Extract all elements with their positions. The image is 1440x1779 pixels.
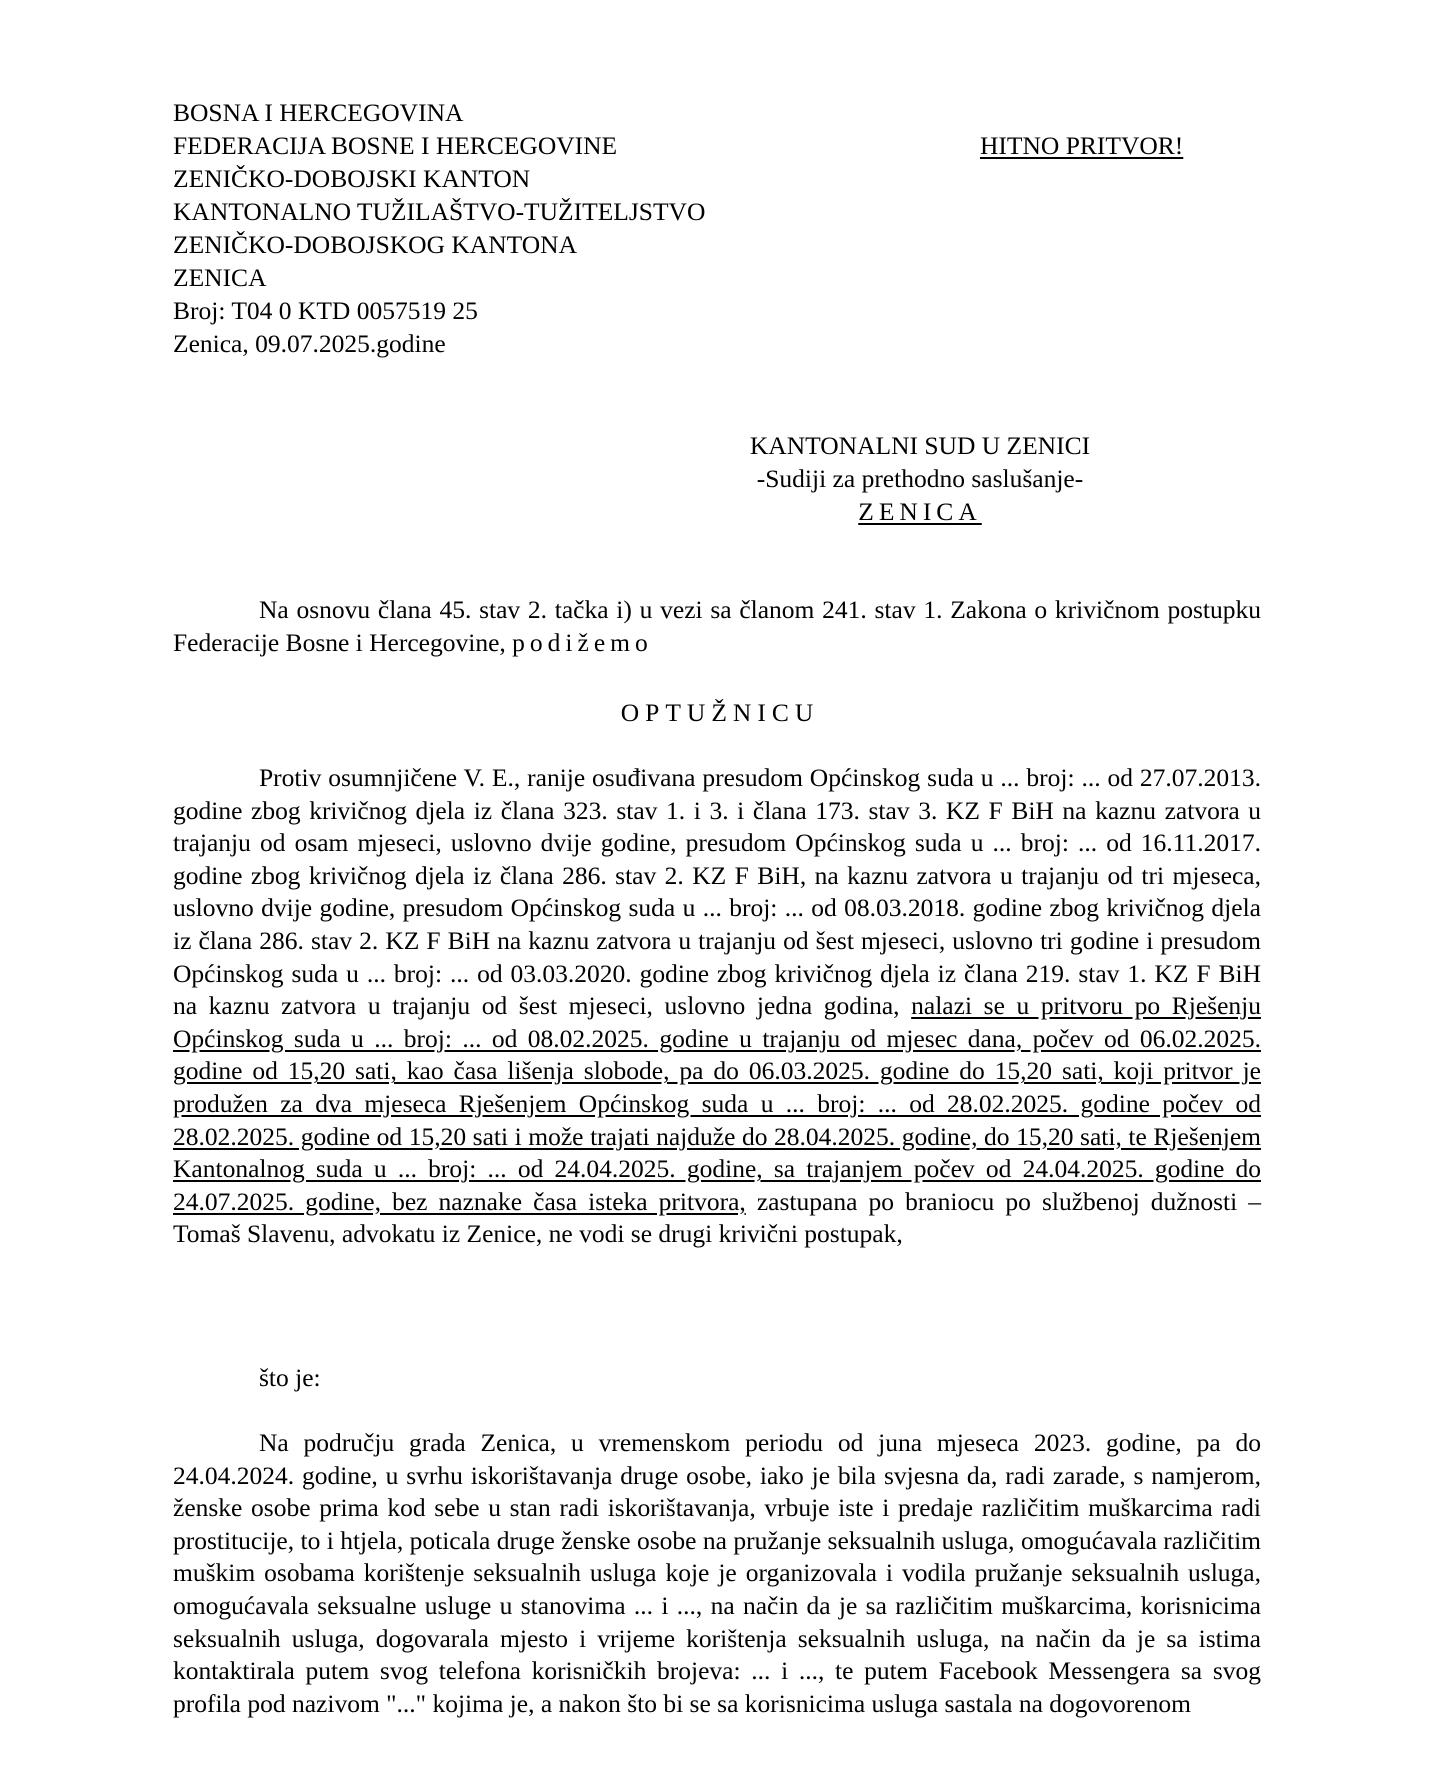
accused-paragraph <box>173 762 1261 1251</box>
header-line-office: KANTONALNO TUŽILAŠTVO-TUŽITELJSTVO <box>173 197 706 226</box>
addressee-city: ZENICA <box>858 497 982 526</box>
addressee-block <box>600 429 1240 528</box>
document-date: Zenica, 09.07.2025.godine <box>173 329 446 358</box>
defense-counsel: zastupana po braniocu po službenoj dužnosti – Tomaš Slavenu, advokatu iz Zenice, ne vodi se drugi krivični postupak, <box>173 1186 1262 1249</box>
case-number: Broj: T04 0 KTD 0057519 25 <box>173 296 478 325</box>
addressee-court: KANTONALNI SUD U ZENICI <box>749 431 1091 460</box>
accused-record: Protiv osumnjičene V. E., ranije osuđivana presudom Općinskog suda u ... broj: ... od 27.07.2013. godine zbog krivičnog djela iz člana 323. stav 1. i 3. i člana 173. stav 3. KZ F BiH na kaznu zatvora u trajanju od osam mjeseci, uslovno dvije godine, presudom Općinskog suda u ... broj: ... od 16.11.2017. godine zbog krivičnog djela iz člana 286. stav 2. KZ F BiH, na kaznu zatvora u trajanju od tri mjeseca, uslovno dvije godine, presudom Općinskog suda u ... broj: ... od 08.03.2018. godine zbog krivičnog djela iz člana 286. stav 2. KZ F BiH na kaznu zatvora u trajanju od šest mjeseci, uslovno tri godine i presudom Općinskog suda u ... broj: ... od 03.03.2020. godine zbog krivičnog djela iz člana 219. stav 1. KZ F BiH na kaznu zatvora u trajanju od šest mjeseci, uslovno jedna godina, <box>173 763 1261 1021</box>
urgent-detention-notice: HITNO PRITVOR! <box>980 131 1184 160</box>
facts-paragraph <box>173 1427 1261 1720</box>
intro-paragraph <box>173 594 1261 659</box>
document-title: OPTUŽNICU <box>620 698 820 727</box>
sto-je-label: što je: <box>259 1363 321 1392</box>
header-line-office-canton: ZENIČKO-DOBOJSKOG KANTONA <box>173 230 577 259</box>
facts-text: Na području grada Zenica, u vremenskom periodu od juna mjeseca 2023. godine, pa do 24.04.2024. godine, u svrhu iskorištavanja druge osobe, iako je bila svjesna da, radi zarade, s namjerom, ženske osobe prima kod sebe u stan radi iskorištavanja, vrbuje iste i predaje različitim muškarcima radi prostitucije, to i htjela, poticala druge ženske osobe na pružanje seksualnih usluga, omogućavala različitim muškim osobama korištenje seksualnih usluga koje je organizovala i vodila pružanje seksualnih usluga, omogućavala seksualne usluge u stanovima ... i ..., na način da je sa različitim muškarcima, korisnicima seksualnih usluga, dogovarala mjesto i vrijeme korištenja seksualnih usluga, na način da je sa istima kontaktirala putem svog telefona korisničkih brojeva: ... i ..., te putem Facebook Messengera sa svog profila pod nazivom "..." kojima je, a nakon što bi se sa korisnicima usluga sastala na dogovorenom <box>173 1428 1261 1718</box>
detention-details: nalazi se u pritvoru po Rješenju Općinskog suda u ... broj: ... od 08.02.2025. godine u trajanju od mjesec dana, počev od 06.02.2025. godine od 15,20 sati, kao časa lišenja slobode, pa do 06.03.2025. godine do 15,20 sati, koji pritvor je produžen za dva mjeseca Rješenjem Općinskog suda u ... broj: ... od 28.02.2025. godine počev od 28.02.2025. godine od 15,20 sati i može trajati najduže do 28.04.2025. godine, do 15,20 sati, te Rješenjem Kantonalnog suda u ... broj: ... od 24.04.2025. godine, sa trajanjem počev od 24.04.2025. godine do 24.07.2025. godine, bez naznake časa isteka pritvora, <box>173 991 1261 1216</box>
header-line-country: BOSNA I HERCEGOVINA <box>173 98 464 127</box>
intro-text: Na osnovu člana 45. stav 2. tačka i) u vezi sa članom 241. stav 1. Zakona o krivičnom postupku Federacije Bosne i Hercegovine, <box>173 595 1261 657</box>
intro-spaced-word: podižemo <box>512 627 653 657</box>
header-line-canton: ZENIČKO-DOBOJSKI KANTON <box>173 164 531 193</box>
header-line-federation: FEDERACIJA BOSNE I HERCEGOVINE <box>173 131 618 160</box>
addressee-judge: -Sudiji za prethodno saslušanje- <box>756 464 1084 493</box>
header-line-city: ZENICA <box>173 263 267 292</box>
prosecutor-header <box>173 96 705 360</box>
